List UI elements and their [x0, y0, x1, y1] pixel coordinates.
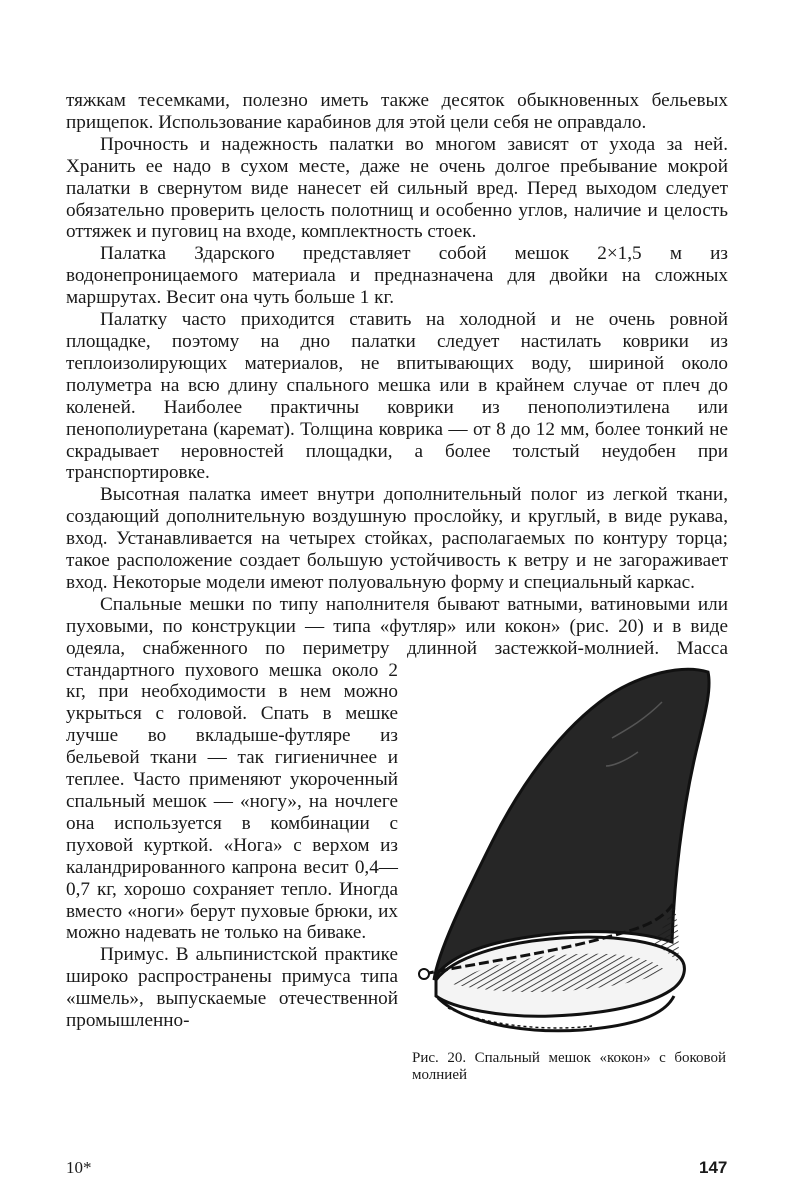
paragraph-7: Примус. В альпинистской практике широко распространены примуса типа «шмель», выпускаемые отечественной промышленно-	[66, 944, 398, 1032]
paragraph-5: Высотная палатка имеет внутри дополнительный полог из легкой ткани, создающий дополнительную воздушную прослойку, и круглый, в виде рукава, вход. Устанавливается на четырех стойках, располагаемых по контуру торца; такое расположение создает большую устойчивость к ветру и не загораживает вход. Некоторые модели имеют полуовальную форму и специальный каркас.	[66, 484, 728, 593]
paragraph-1: тяжкам тесемками, полезно иметь также десяток обыкновенных бельевых прищепок. Использование карабинов для этой цели себя не оправдало.	[66, 90, 728, 133]
paragraph-2: Прочность и надежность палатки во многом зависят от ухода за ней. Хранить ее надо в сухом месте, даже не очень долгое пребывание мокрой палатки в свернутом виде нанесет ей сильный вред. Перед выходом следует обязательно проверить целость полотнищ и особенно углов, наличие и целость оттяжек и пуговиц на входе, комплектность стоек.	[66, 133, 728, 243]
page-number: 147	[699, 1158, 728, 1177]
paragraph-6: Спальные мешки по типу наполнителя бывают ватными, ватиновыми или пуховыми, по конструкции — типа «футляр» или кокон» (рис. 20) и в виде одеяла, снабженного по периметру длинной застежкой-молнией. Масса стандартного пухового мешка около 2 кг, при необходимости в нем можно укрыться с головой. Спать в мешке лучше во вкладыше-футляре из бельевой ткани — так гигиеничнее и теплее. Часто применяют укороченный спальный мешок — «ногу», на ночлеге она используется в комбинации с пуховой курткой. «Нога» с верхом из каландрированного капрона весит 0,4—0,7 кг, хорошо сохраняет тепло. Иногда вместо «ноги» берут пуховые брюки, их можно надевать не только на биваке.	[66, 593, 728, 944]
paragraph-4: Палатку часто приходится ставить на холодной и не очень ровной площадке, поэтому на дно палатки следует настилать коврики из теплоизолирующих материалов, не впитывающих воду, шириной около полуметра на всю длину спального мешка или в крайнем случае от плеч до коленей. Наиболее практичны коврики из пенополиэтилена или пенополиуретана (каремат). Толщина коврика — от 8 до 12 мм, более тонкий не скрадывает неровностей площадки, а более толстый неудобен при транспортировке.	[66, 309, 728, 484]
figure-20	[412, 662, 728, 1096]
paragraph-3: Палатка Здарского представляет собой мешок 2×1,5 м из водонепроницаемого материала и предназначена для двойки на сложных маршрутах. Весит она чуть больше 1 кг.	[66, 243, 728, 309]
sleeping-bag-illustration	[412, 662, 728, 1050]
figure-caption: Рис. 20. Спальный мешок «кокон» с боковой молнией	[412, 1049, 726, 1083]
signature-mark: 10*	[66, 1158, 92, 1177]
text-column	[66, 90, 728, 1096]
